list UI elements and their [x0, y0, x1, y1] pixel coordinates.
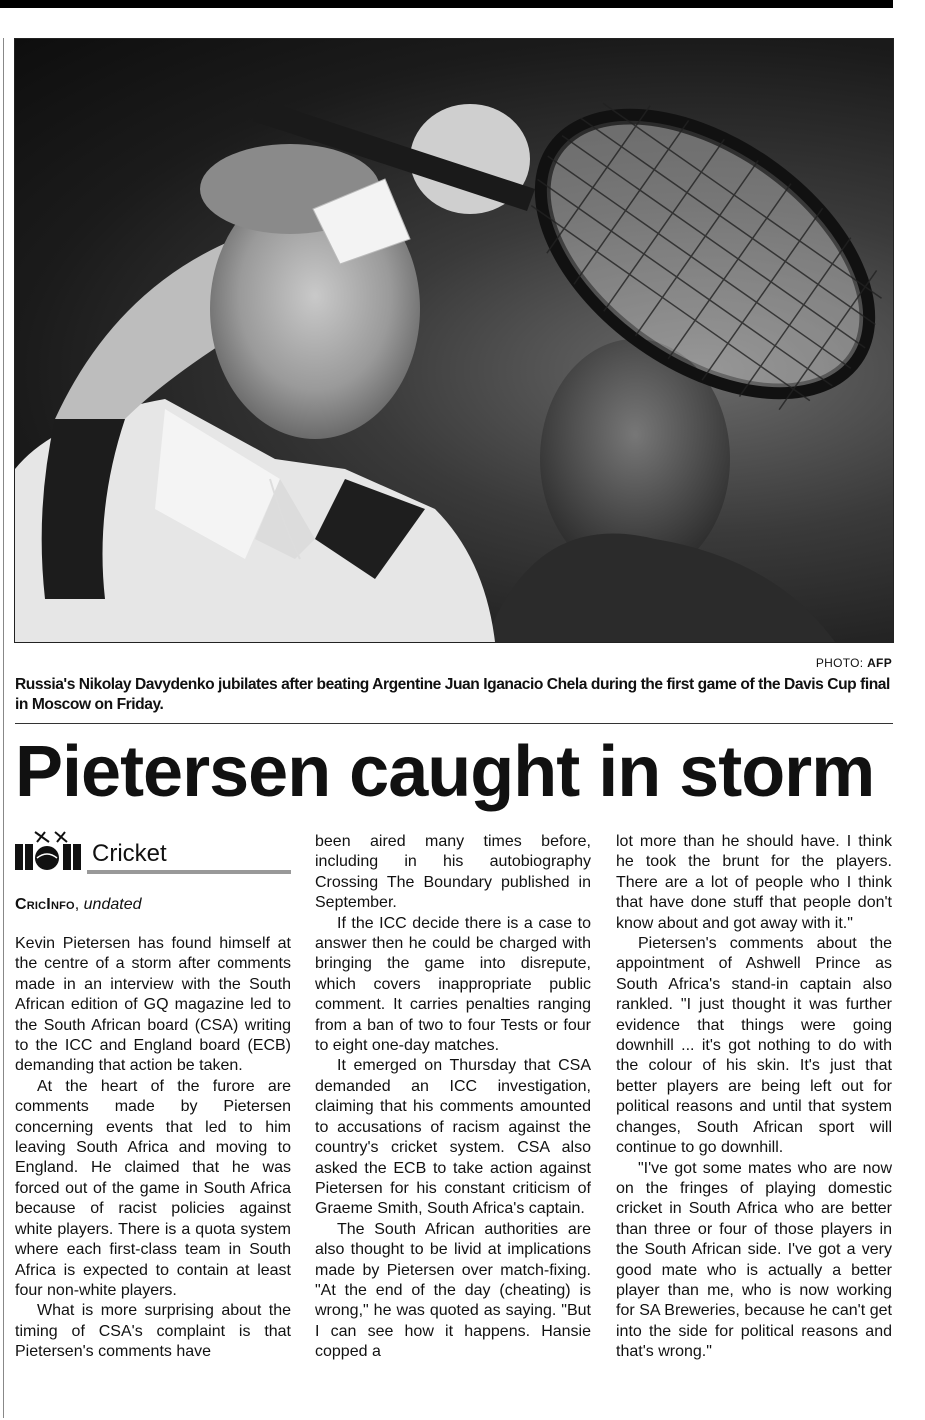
photo-credit-label: PHOTO: — [815, 656, 864, 670]
paragraph: "I've got some mates who are now on the fringes of playing domestic cricket in South Africa who are better than three or four of those players in the South African side. I've got a very good mate who is actually a better player than me, who is now working for SA Breweries, because he can't get into the side for political reasons and that's wrong." — [616, 1159, 892, 1361]
paragraph: The South African authorities are also thought to be livid at implications made by Pietersen over match-fixing. "At the end of the day (cheating) is wrong," he was quoted as saying. "But I can see how it happens. Hansie copped a — [315, 1220, 591, 1361]
article-column-1 — [15, 934, 291, 1363]
news-photo — [14, 38, 894, 643]
left-column-rule — [3, 38, 4, 1418]
paragraph: lot more than he should have. I think he took the brunt for the players. There are a lot of people who I think that have done stuff that people don't know about and got away with it." — [616, 833, 892, 932]
paragraph: If the ICC decide there is a case to answer then he could be charged with bringing the game into disrepute, which covers inappropriate public comment. It carries penalties ranging from a ban of two to four Tests or four to eight one-day matches. — [315, 914, 591, 1055]
paragraph: Kevin Pietersen has found himself at the centre of a storm after comments made in an interview with the South African edition of GQ magazine led to the South African board (CSA) writing to the ICC and England board (ECB) demanding that action be taken. — [15, 935, 291, 1075]
headline: Pietersen caught in storm — [15, 732, 875, 812]
photo-credit — [816, 656, 892, 670]
article-column-2 — [315, 832, 591, 1363]
paragraph: It emerged on Thursday that CSA demanded an ICC investigation, claiming that his comments amounted to accusations of racism against the country's cricket system. CSA also asked the ECB to take action against Pietersen for his constant criticism of Graeme Smith, South Africa's captain. — [315, 1057, 591, 1218]
byline-date: undated — [83, 896, 142, 913]
article-column-3 — [616, 832, 892, 1363]
photo-credit-source: AFP — [867, 656, 892, 670]
section-kicker — [15, 830, 291, 872]
paragraph: Pietersen's comments about the appointment of Ashwell Prince as South Africa's stand-in captain also rankled. "I just thought it was further evidence that things were going downhill ... it's got nothing to do with the colour of his skin. It's just that better players are being left out for political reasons and until that system changes, South African sport will continue to go downhill. — [616, 935, 892, 1157]
paragraph: been aired many times before, including in his autobiography Crossing The Boundary published in September. — [315, 833, 591, 912]
paragraph: At the heart of the furore are comments made by Pietersen concerning events that led to him leaving South Africa and moving to England. He claimed that he was forced out of the game in South Africa because of racist policies against white players. There is a quota system where each first-class team in South Africa is expected to contain at least four non-white players. — [15, 1077, 291, 1299]
byline-source: CricInfo — [15, 896, 75, 913]
cricket-icon — [15, 830, 87, 870]
paragraph: What is more surprising about the timing of CSA's complaint is that Pietersen's comments have — [15, 1302, 291, 1361]
section-label: Cricket — [92, 840, 167, 867]
byline: CricInfo, undated — [15, 896, 142, 913]
section-rule — [87, 870, 291, 874]
photo-caption: Russia's Nikolay Davydenko jubilates after beating Argentine Juan Iganacio Chela during the first game of the Davis Cup final in Moscow on Friday. — [15, 676, 890, 713]
caption-divider — [15, 723, 893, 724]
top-rule — [0, 0, 893, 8]
